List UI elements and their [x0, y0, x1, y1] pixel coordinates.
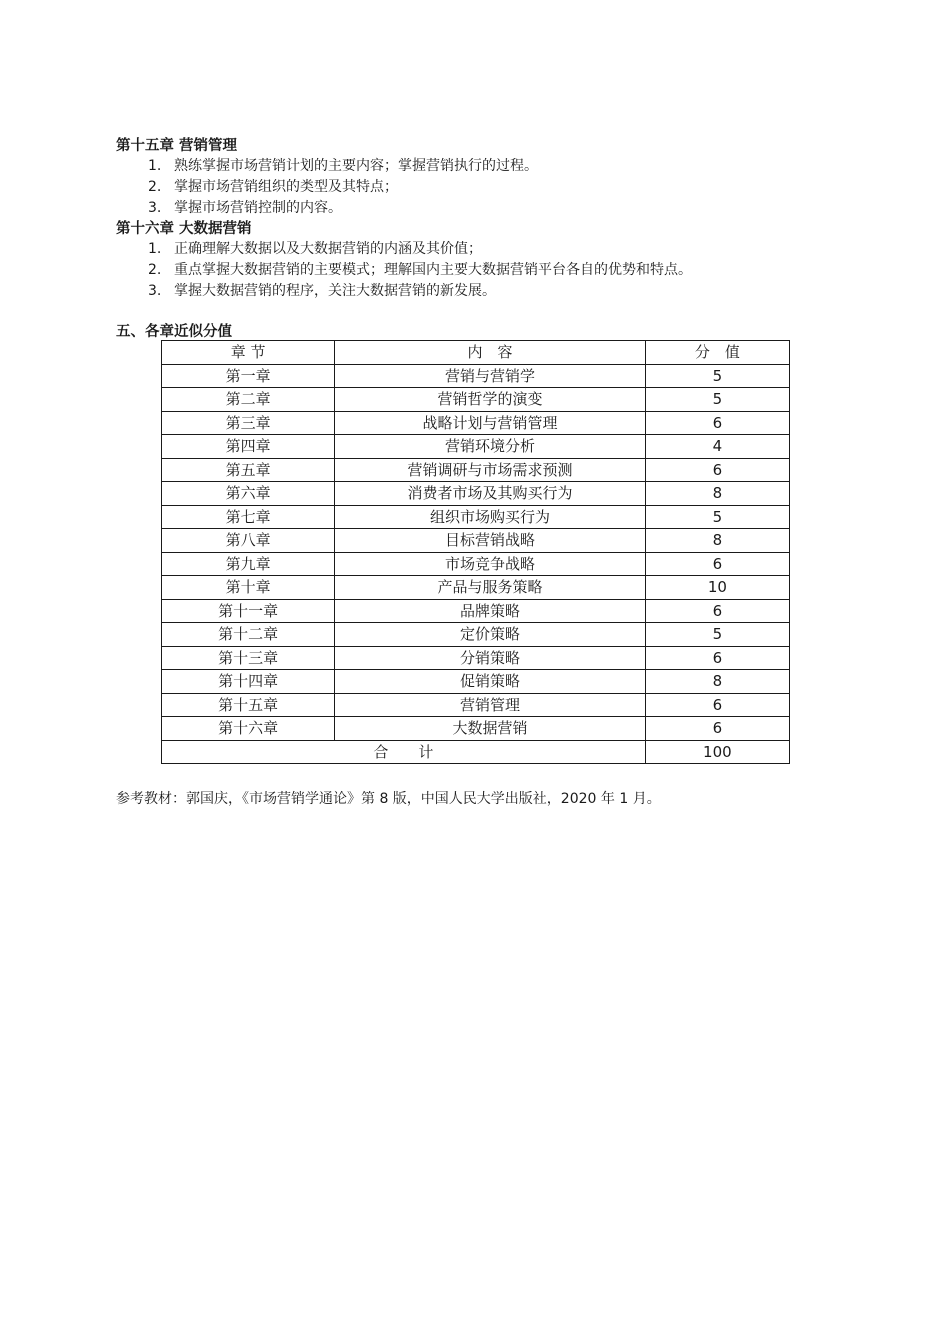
score-cell: 6: [645, 717, 789, 741]
chapter-cell: 第十一章: [162, 599, 335, 623]
score-cell: 5: [645, 623, 789, 647]
chapter-cell: 第三章: [162, 411, 335, 435]
table-row: [162, 623, 790, 647]
table-row: [162, 670, 790, 694]
table-body: [162, 364, 790, 740]
item-text: 掌握市场营销组织的类型及其特点；: [174, 179, 398, 195]
content-cell: 目标营销战略: [335, 529, 645, 553]
header-score: 分 值: [645, 341, 789, 365]
chapter-cell: 第一章: [162, 364, 335, 388]
score-cell: 5: [645, 388, 789, 412]
reference-text: 参考教材：郭国庆，《市场营销学通论》第 8 版，中国人民大学出版社，2020 年 1 月。: [116, 791, 661, 807]
score-cell: 6: [645, 646, 789, 670]
item-text: 重点掌握大数据营销的主要模式；理解国内主要大数据营销平台各自的优势和特点。: [174, 262, 692, 278]
item-number: 2.: [148, 262, 162, 278]
item-number: 3.: [148, 283, 162, 299]
chapter-cell: 第十三章: [162, 646, 335, 670]
chapter16-item-1: [148, 239, 482, 259]
content-cell: 促销策略: [335, 670, 645, 694]
content-cell: 营销调研与市场需求预测: [335, 458, 645, 482]
score-cell: 8: [645, 529, 789, 553]
header-content: 内 容: [335, 341, 645, 365]
item-text: 掌握市场营销控制的内容。: [174, 200, 342, 216]
score-cell: 8: [645, 482, 789, 506]
content-cell: 营销与营销学: [335, 364, 645, 388]
item-number: 1.: [148, 158, 162, 174]
chapter-cell: 第十五章: [162, 693, 335, 717]
total-label: 合 计: [162, 740, 646, 764]
score-table: [161, 340, 790, 764]
score-cell: 6: [645, 411, 789, 435]
item-text: 熟练掌握市场营销计划的主要内容；掌握营销执行的过程。: [174, 158, 538, 174]
chapter-cell: 第二章: [162, 388, 335, 412]
table-row: [162, 411, 790, 435]
content-cell: 营销环境分析: [335, 435, 645, 459]
item-number: 1.: [148, 241, 162, 257]
table-row: [162, 529, 790, 553]
score-cell: 6: [645, 599, 789, 623]
score-cell: 6: [645, 693, 789, 717]
item-text: 掌握大数据营销的程序，关注大数据营销的新发展。: [174, 283, 496, 299]
chapter-cell: 第六章: [162, 482, 335, 506]
item-number: 2.: [148, 179, 162, 195]
section5-heading: 五、各章近似分值: [116, 324, 232, 340]
content-cell: 产品与服务策略: [335, 576, 645, 600]
table-row: [162, 552, 790, 576]
table-row: [162, 435, 790, 459]
chapter-cell: 第九章: [162, 552, 335, 576]
chapter-cell: 第十二章: [162, 623, 335, 647]
table-row: [162, 364, 790, 388]
score-cell: 10: [645, 576, 789, 600]
score-cell: 5: [645, 364, 789, 388]
item-text: 正确理解大数据以及大数据营销的内涵及其价值；: [174, 241, 482, 257]
content-cell: 组织市场购买行为: [335, 505, 645, 529]
chapter15-item-3: [148, 198, 342, 218]
score-cell: 4: [645, 435, 789, 459]
table-row: [162, 576, 790, 600]
content-cell: 消费者市场及其购买行为: [335, 482, 645, 506]
table-row: [162, 693, 790, 717]
content-cell: 战略计划与营销管理: [335, 411, 645, 435]
table-row: [162, 388, 790, 412]
score-cell: 5: [645, 505, 789, 529]
table-row: [162, 458, 790, 482]
table-header-row: [162, 341, 790, 365]
chapter-cell: 第十四章: [162, 670, 335, 694]
chapter16-item-2: [148, 260, 692, 280]
chapter-cell: 第四章: [162, 435, 335, 459]
content-cell: 品牌策略: [335, 599, 645, 623]
score-cell: 6: [645, 458, 789, 482]
score-cell: 6: [645, 552, 789, 576]
chapter15-item-1: [148, 156, 538, 176]
content-cell: 市场竞争战略: [335, 552, 645, 576]
content-cell: 大数据营销: [335, 717, 645, 741]
content-cell: 定价策略: [335, 623, 645, 647]
total-score: 100: [645, 740, 789, 764]
table-row: [162, 482, 790, 506]
table-row: [162, 599, 790, 623]
chapter-cell: 第八章: [162, 529, 335, 553]
header-chapter: 章 节: [162, 341, 335, 365]
table-total-row: [162, 740, 790, 764]
chapter16-heading: 第十六章 大数据营销: [116, 221, 252, 237]
item-number: 3.: [148, 200, 162, 216]
content-cell: 营销哲学的演变: [335, 388, 645, 412]
table-row: [162, 717, 790, 741]
chapter-cell: 第十章: [162, 576, 335, 600]
content-cell: 分销策略: [335, 646, 645, 670]
chapter16-item-3: [148, 281, 496, 301]
chapter-cell: 第五章: [162, 458, 335, 482]
table-row: [162, 646, 790, 670]
chapter15-item-2: [148, 177, 398, 197]
chapter15-heading: 第十五章 营销管理: [116, 138, 238, 154]
table-row: [162, 505, 790, 529]
chapter-cell: 第七章: [162, 505, 335, 529]
content-cell: 营销管理: [335, 693, 645, 717]
chapter-cell: 第十六章: [162, 717, 335, 741]
score-cell: 8: [645, 670, 789, 694]
